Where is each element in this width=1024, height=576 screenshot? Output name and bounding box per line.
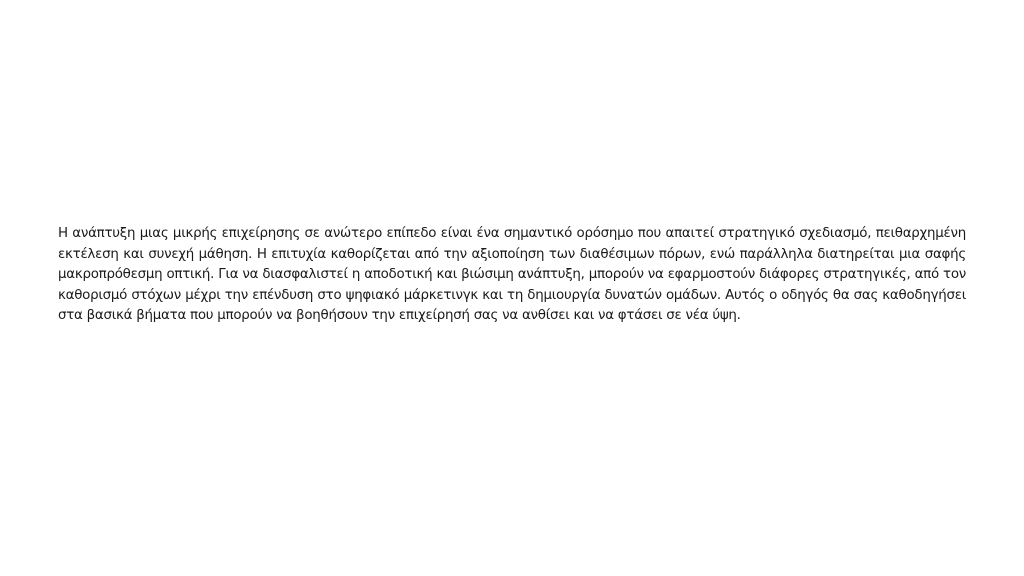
- body-paragraph: Η ανάπτυξη μιας μικρής επιχείρησης σε ανώτερο επίπεδο είναι ένα σημαντικό ορόσημο που απαιτεί στρατηγικό σχεδιασμό, πειθαρχημένη εκτέλεση και συνεχή μάθηση. Η επιτυχία καθορίζεται από την αξιοποίηση των διαθέσιμων πόρων, ενώ παράλληλα διατηρείται μια σαφής μακροπρόθεσμη οπτική. Για να διασφαλιστεί η αποδοτική και βιώσιμη ανάπτυξη, μπορούν να εφαρμοστούν διάφορες στρατηγικές, από τον καθορισμό στόχων μέχρι την επένδυση στο ψηφιακό μάρκετινγκ και τη δημιουργία δυνατών ομάδων. Αυτός ο οδηγός θα σας καθοδηγήσει στα βασικά βήματα που μπορούν να βοηθήσουν την επιχείρησή σας να ανθίσει και να φτάσει σε νέα ύψη.: [58, 226, 966, 324]
